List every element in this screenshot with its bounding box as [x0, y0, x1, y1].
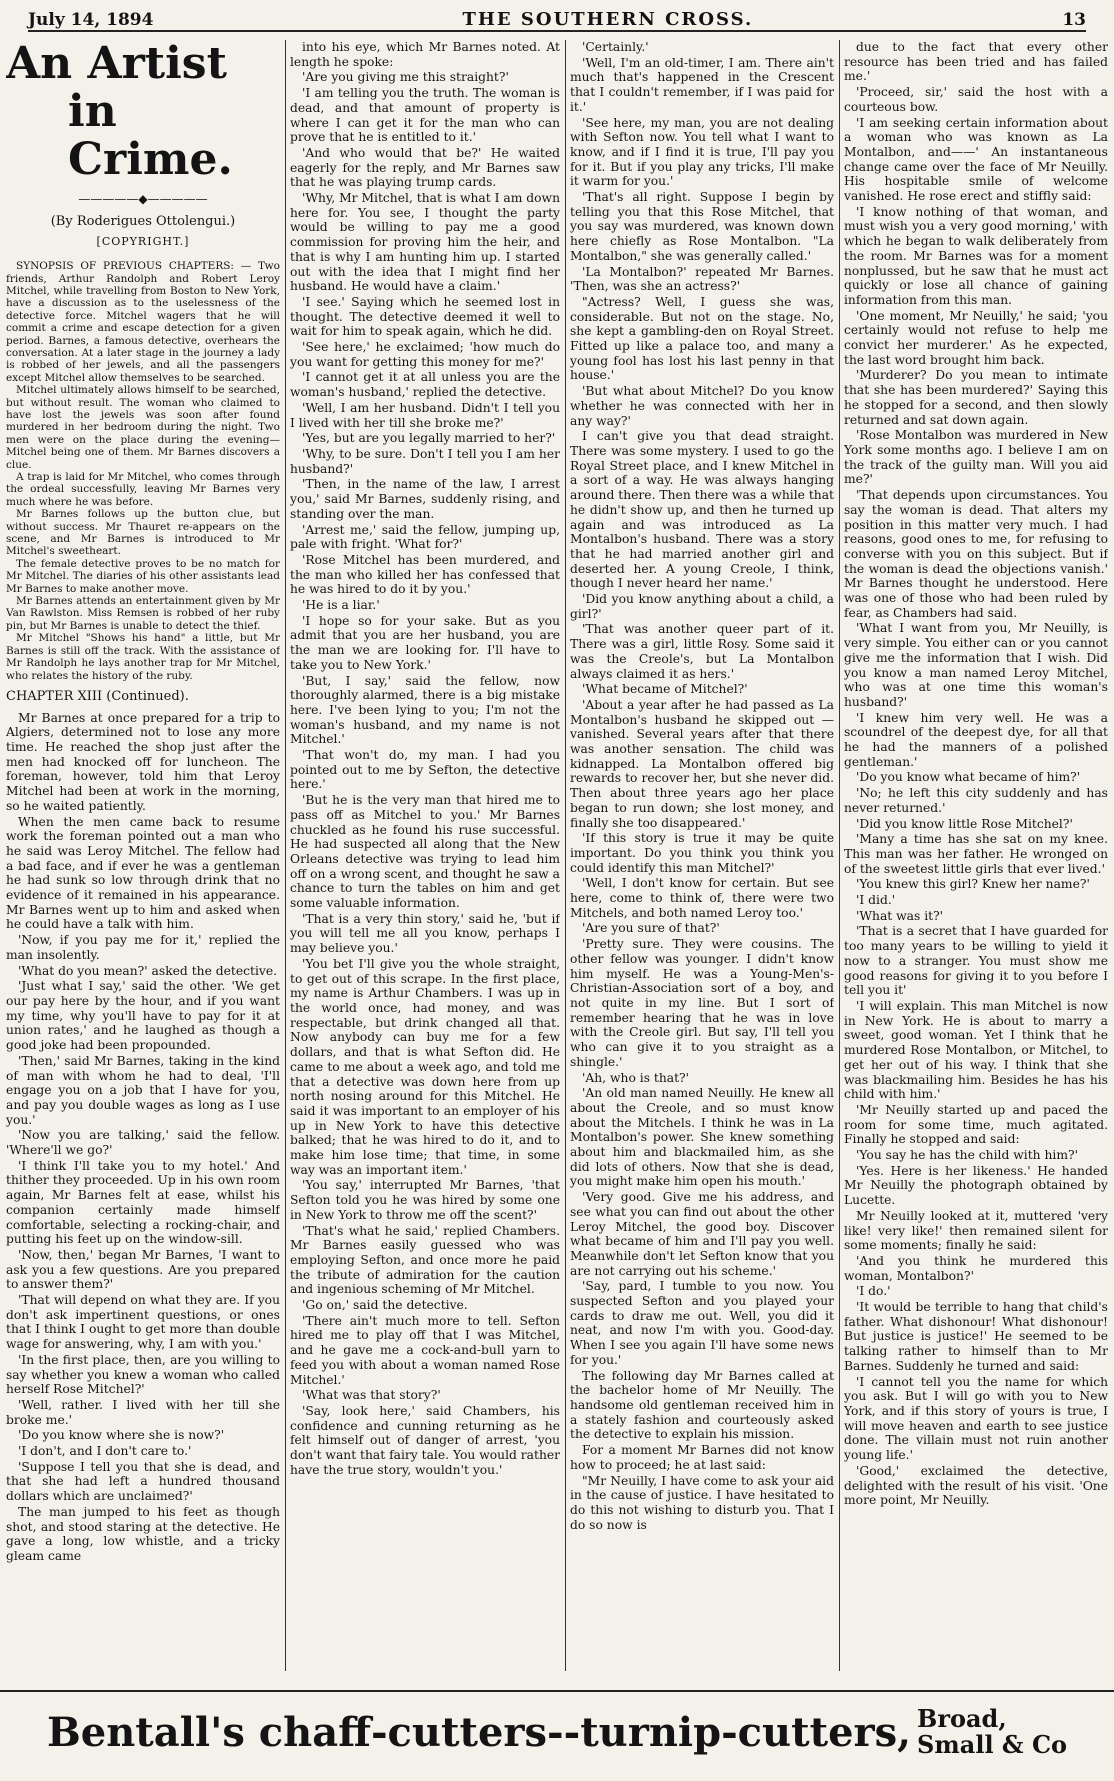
advertisement-banner: [0, 1690, 1114, 1772]
advertisement-main-text: Bentall's chaff-cutters--turnip-cutters,: [46, 1708, 912, 1756]
masthead: [28, 4, 1086, 32]
newspaper-name: THE SOUTHERN CROSS.: [462, 9, 754, 30]
paragraph: 'In the first place, then, are you willing to say whether you knew a woman who called herself Rose Mitchel?': [6, 1352, 280, 1397]
paragraph: 'One moment, Mr Neuilly,' he said; 'you certainly would not refuse to help me convict her murderer.' As he expected, the last word brought him back.: [844, 308, 1108, 367]
paragraph: 'Murderer? Do you mean to intimate that she has been murdered?' Saying this he stopped for a second, and then slowly returned and sat down again.: [844, 368, 1108, 427]
paragraph: 'That's all right. Suppose I begin by telling you that this Rose Mitchel, that you say was murdered, was known down here chiefly as Rose Montalbon. "La Montalbon," she was generally called.': [570, 190, 834, 263]
paragraph: 'But he is the very man that hired me to pass off as Mitchel to you.' Mr Barnes chuckled as he found his ruse successful. He had suspected all along that the New Orleans detective was trying to lead him off on a wrong scent, and thought he saw a chance to turn the tables on him and get some valuable information.: [290, 793, 560, 911]
paragraph: 'About a year after he had passed as La Montalbon's husband he skipped out — vanished. Several years after that there was another sensation. The child was kidnapped. La Montalbon offered big rewards to recover her, but she never did. Then about three years ago her place began to run down; she lost money, and finally she too disappeared.': [570, 697, 834, 830]
paragraph: 'Then,' said Mr Barnes, taking in the kind of man with whom he had to deal, 'I'll engage you on a job that I have for you, and pay you double wages as long as I use you.': [6, 1053, 280, 1127]
paragraph: 'I did.': [856, 893, 896, 908]
paragraph: 'That was another queer part of it. There was a girl, little Rosy. Some said it was the Creole's, but La Montalbon always claimed it as hers.': [570, 622, 834, 681]
paragraph: 'If this story is true it may be quite important. Do you think you think you could identify this man Mitchel?': [570, 831, 834, 875]
paragraph: 'But what about Mitchel? Do you know whether he was connected with her in any way?': [570, 384, 834, 428]
paragraph: 'Well, I am her husband. Didn't I tell you I lived with her till she broke me?': [290, 400, 560, 430]
paragraph: into his eye, which Mr Barnes noted. At length he spoke:: [290, 40, 560, 69]
paragraph: 'You knew this girl? Knew her name?': [856, 877, 1090, 892]
paragraph: When the men came back to resume work the foreman pointed out a man who he said was Leroy Mitchel. The fellow had a bad face, and if ever he was a gentleman he had sunk so low through drink that no evidence of it remained in his appearance. Mr Barnes went up to him and asked when he could have a talk with him.: [6, 814, 280, 932]
paragraph: 'Now, if you pay me for it,' replied the man insolently.: [6, 933, 280, 962]
copyright-notice: [COPYRIGHT.]: [96, 235, 190, 249]
paragraph: 'Do you know where she is now?': [18, 1428, 225, 1443]
paragraph: 'That will depend on what they are. If you don't ask impertinent questions, or ones that I think I ought to get more than double wage for answering, why, I am with you.': [6, 1293, 280, 1352]
column-rule: [285, 40, 286, 1671]
paragraph: due to the fact that every other resource has been tried and has failed me.': [844, 40, 1108, 84]
paragraph: 'Are you sure of that?': [582, 921, 720, 936]
paragraph: 'Arrest me,' said the fellow, jumping up, pale with fright. 'What for?': [290, 522, 560, 552]
paragraph: "Mr Neuilly, I have come to ask your aid in the cause of justice. I have hesitated to do this not wishing to disturb you. That I do so now is: [570, 1473, 834, 1532]
paragraph: 'Well, rather. I lived with her till she broke me.': [6, 1397, 280, 1427]
title-line-2: in Crime.: [68, 86, 233, 185]
paragraph: 'I knew him very well. He was a scoundrel of the deepest dye, for all that he had the manners of a polished gentleman.': [844, 710, 1108, 769]
paragraph: 'And you think he murdered this woman, Montalbon?': [844, 1253, 1108, 1283]
paragraph: 'Say, pard, I tumble to you now. You suspected Sefton and you played your cards to draw me out. Well, you did it neat, and now I'm with you. Good-day. When I see you again I'll have some news for you.': [570, 1279, 834, 1367]
synopsis: [6, 260, 280, 682]
paragraph: 'Go on,' said the detective.: [302, 1298, 468, 1313]
paragraph: 'Now you are talking,' said the fellow. 'Where'll we go?': [6, 1128, 280, 1158]
paragraph: 'Suppose I tell you that she is dead, and that she had left a hundred thousand dollars which are unclaimed?': [6, 1459, 280, 1504]
paragraph: 'That is a very thin story,' said he, 'but if you will tell me all you know, perhaps I may believe you.': [290, 911, 560, 956]
paragraph: 'Are you giving me this straight?': [302, 70, 509, 85]
paragraph: 'He is a liar.': [302, 598, 380, 613]
article-columns: [6, 40, 1110, 1671]
paragraph: 'I don't, and I don't care to.': [18, 1444, 192, 1459]
page-number: 13: [1062, 10, 1086, 30]
paragraph: 'Yes, but are you legally married to her?': [302, 431, 556, 446]
paragraph: 'Certainly.': [582, 40, 649, 54]
paragraph: 'Yes. Here is her likeness.' He handed Mr Neuilly the photograph obtained by Lucette.: [844, 1163, 1108, 1208]
paragraph: Mr Barnes at once prepared for a trip to Algiers, determined not to lose any more time. He reached the shop just after the men had knocked off for luncheon. The foreman, however, told him that Leroy Mitchel had been at work in the morning, so he waited patiently.: [6, 710, 280, 813]
column-2: [290, 40, 560, 1671]
paragraph: 'That is a secret that I have guarded for too many years to be willing to yield it now to a stranger. You must show me good reasons for giving it to you before I tell you it': [844, 924, 1108, 998]
paragraph: 'What do you mean?' asked the detective.: [18, 963, 278, 978]
column-3: [570, 40, 834, 1671]
paragraph: 'Good,' exclaimed the detective, delighted with the result of his visit. 'One more point, Mr Neuilly.: [844, 1463, 1108, 1508]
paragraph: Mr Mitchel "Shows his hand" a little, but Mr Barnes is still off the track. With the assistance of Mr Randolph he lays another trap for Mr Mitchel, who relates the history of the ruby.: [6, 632, 280, 682]
paragraph: 'Rose Montalbon was murdered in New York some months ago. I believe I am on the track of the guilty man. Will you aid me?': [844, 428, 1108, 487]
advertisement-side-line-1: Broad,: [917, 1704, 1007, 1733]
paragraph: 'You bet I'll give you the whole straight, to get out of this scrape. In the first place, my name is Arthur Chambers. I was up in the world once, had money, and was respectable, but drink changed all that. Now anybody can buy me for a few dollars, and that is what Sefton did. He came to me about a week ago, and told me that a detective was down here from up north nosing around for this Mitchel. He said it was important to an employer of his up in New York to have this detective balked; that he was hired to do it, and to make him lose time; that time, in some way was an important item.': [290, 956, 560, 1177]
paragraph: 'I am seeking certain information about a woman who was known as La Montalbon, and——' An instantaneous change came over the face of Mr Neuilly. His hospitable smile of welcome vanished. He rose erect and stiffly said:: [844, 115, 1108, 204]
paragraph: 'Why, Mr Mitchel, that is what I am down here for. You see, I thought the party would be willing to pay me a good commission for proving him the heir, and that is why I am hunting him up. I started out with the idea that I might find her husband. He would have a claim.': [290, 191, 560, 294]
byline: (By Roderigues Ottolengui.): [50, 213, 236, 229]
paragraph: 'Why, to be sure. Don't I tell you I am her husband?': [290, 446, 560, 476]
column-1: [6, 40, 280, 1671]
advertisement-side-line-2: Small & Co: [917, 1730, 1068, 1759]
paragraph: 'Proceed, sir,' said the host with a courteous bow.: [844, 85, 1108, 114]
paragraph: 'La Montalbon?' repeated Mr Barnes. 'Then, was she an actress?': [570, 264, 834, 294]
paragraph: 'I see.' Saying which he seemed lost in thought. The detective deemed it well to wait for him to speak again, which he did.: [290, 294, 560, 339]
paragraph: 'But, I say,' said the fellow, now thoroughly alarmed, there is a big mistake here. I've been lying to you; I'm not the woman's husband, and my name is not Mitchel.': [290, 673, 560, 747]
paragraph: 'I know nothing of that woman, and must wish you a very good morning,' with which he began to walk deliberately from the room. Mr Barnes was for a moment nonplussed, but he saw that he must act quickly or lose all chance of gaining information from this man.: [844, 204, 1108, 307]
paragraph: 'I will explain. This man Mitchel is now in New York. He is about to marry a sweet, good woman. Yet I think that he murdered Rose Montalbon, or Mitchel, to get her out of his way. I think that she was blackmailing him. Besides he has his child with him.': [844, 999, 1108, 1102]
column-1-text: [6, 711, 280, 1564]
paragraph: 'Did you know little Rose Mitchel?': [856, 816, 1073, 831]
paragraph: The female detective proves to be no match for Mr Mitchel. The diaries of his other assistants lead Mr Barnes to make another move.: [6, 557, 280, 595]
paragraph: Mitchel ultimately allows himself to be searched, but without result. The woman who claimed to have lost the jewels was soon after found murdered in her bedroom during the night. Two men were on the place during the evening—Mitchel being one of them. Mr Barnes discovers a clue.: [6, 384, 280, 471]
paragraph: 'I do.': [856, 1284, 891, 1299]
paragraph: A trap is laid for Mr Mitchel, who comes through the ordeal successfully, leaving Mr Barnes very much where he was before.: [6, 471, 280, 508]
paragraph: I can't give you that dead straight. There was some mystery. I used to go the Royal Street place, and I knew Mitchel in a sort of a way. He was always hanging around there. Then there was a while that he didn't show up, and then he turned up again and was introduced as La Montalbon's husband. There was a story that he had married another girl and deserted her. A young Creole, I think, though I never heard her name.': [570, 429, 834, 591]
title-line-1: An Artist: [6, 40, 227, 89]
article-title: [6, 40, 280, 184]
paragraph: 'I cannot tell you the name for which you ask. But I will go with you to New York, and if this story of yours is true, I will move heaven and earth to see justice done. The villain must not ruin another young life.': [844, 1374, 1108, 1463]
paragraph: 'That's what he said,' replied Chambers. Mr Barnes easily guessed who was employing Sefton, and once more he paid the tribute of admiration for the caution and ingenious scheming of Mr Mitchel.: [290, 1223, 560, 1297]
column-rule: [839, 40, 840, 1671]
paragraph: 'You say he has the child with him?': [856, 1148, 1078, 1163]
paragraph: 'There ain't much more to tell. Sefton hired me to play off that I was Mitchel, and he gave me a cock-and-bull yarn to feed you with about a woman named Rose Mitchel.': [290, 1313, 560, 1387]
paragraph: 'See here,' he exclaimed; 'how much do you want for getting this money for me?': [290, 340, 560, 369]
advertisement-side-text: [917, 1706, 1067, 1758]
paragraph: 'Mr Neuilly started up and paced the room for some time, much agitated. Finally he stopped and said:: [844, 1102, 1108, 1147]
paragraph: 'Rose Mitchel has been murdered, and the man who killed her has confessed that he was hired to do it by you.': [290, 552, 560, 597]
paragraph: 'I hope so for your sake. But as you admit that you are her husband, you are the man we are looking for. I'll have to take you to New York.': [290, 613, 560, 672]
paragraph: 'Ah, who is that?': [582, 1070, 690, 1085]
paragraph: 'Well, I don't know for certain. But see here, come to think of, there were two Mitchels, and both named Leroy too.': [570, 876, 834, 920]
paragraph: "Actress? Well, I guess she was, considerable. But not on the stage. No, she kept a gambling-den on Royal Street. Fitted up like a palace too, and many a young fool has lost his last penny in that house.': [570, 294, 834, 383]
paragraph: 'It would be terrible to hang that child's father. What dishonour! What dishonour! But justice is justice!' He seemed to be talking rather to himself than to Mr Barnes. Suddenly he turned and said:: [844, 1300, 1108, 1373]
ornament-divider: —————◆—————: [78, 192, 208, 206]
paragraph: 'I cannot get it at all unless you are the woman's husband,' replied the detective.: [290, 370, 560, 400]
paragraph: The man jumped to his feet as though shot, and stood staring at the detective. He gave a long, low whistle, and a tricky gleam came: [6, 1504, 280, 1563]
paragraph: 'Pretty sure. They were cousins. The other fellow was younger. I didn't know him myself. He was a Young-Men's-Christian-Association sort of a boy, and not quite in my line. But I sort of remember hearing that he was in love with the Creole girl. But say, I'll tell you who can give it to you straight as a shingle.': [570, 937, 834, 1069]
paragraph: 'Just what I say,' said the other. 'We get our pay here by the hour, and if you want my time, why you'll have to pay for it at union rates,' and he laughed as though a good joke had been propounded.: [6, 979, 280, 1053]
chapter-heading: CHAPTER XIII (Continued).: [6, 688, 189, 704]
paragraph: 'Many a time has she sat on my knee. This man was her father. He wronged on of the sweetest little girls that ever lived.': [844, 832, 1108, 876]
paragraph: SYNOPSIS OF PREVIOUS CHAPTERS: — Two friends, Arthur Randolph and Robert Leroy Mitchel, while travelling from Boston to New York, have a discussion as to the uselessness of the detective force. Mitchel wagers that he will commit a crime and escape detection for a given period. Barnes, a famous detective, overhears the conversation. At a later stage in the journey a lady is robbed of her jewels, and all the passengers except Mitchel allow themselves to be searched.: [6, 260, 280, 384]
paragraph: 'Very good. Give me his address, and see what you can find out about the other Leroy Mitchel, the good boy. Discover what became of him and I'll pay you well. Meanwhile don't let Sefton know that you are not carrying out his scheme.': [570, 1190, 834, 1278]
paragraph: 'Now, then,' began Mr Barnes, 'I want to ask you a few questions. Are you prepared to answer them?': [6, 1247, 280, 1292]
paragraph: 'What became of Mitchel?': [582, 682, 748, 697]
paragraph: 'What was it?': [856, 908, 944, 923]
paragraph: 'That depends upon circumstances. You say the woman is dead. That alters my position in this matter very much. I had reasons, good ones to me, for refusing to converse with you on this subject. But if the woman is dead the objections vanish.' Mr Barnes thought he understood. Here was one of those who had been ruled by fear, as Chambers had said.: [844, 488, 1108, 620]
paragraph: Mr Barnes follows up the button clue, but without success. Mr Thauret re-appears on the scene, and Mr Barnes is introduced to Mr Mitchel's sweetheart.: [6, 508, 280, 558]
paragraph: 'I think I'll take you to my hotel.' And thither they proceeded. Up in his own room again, Mr Barnes felt at ease, whilst his companion certainly made himself comfortable, selecting a rocking-chair, and putting his feet up on the window-sill.: [6, 1158, 280, 1247]
paragraph: 'And who would that be?' He waited eagerly for the reply, and Mr Barnes saw that he was playing trump cards.: [290, 145, 560, 190]
paragraph: 'See here, my man, you are not dealing with Sefton now. You tell what I want to know, and if I find it is true, I'll pay you for it. But if you play any tricks, I'll make it warm for you.': [570, 115, 834, 189]
paragraph: 'What was that story?': [302, 1388, 441, 1403]
paragraph: 'Well, I'm an old-timer, I am. There ain't much that's happened in the Crescent that I couldn't remember, if I was paid for it.': [570, 55, 834, 114]
column-4: [844, 40, 1108, 1671]
paragraph: Mr Barnes attends an entertainment given by Mr Van Rawlston. Miss Remsen is robbed of her ruby pin, but Mr Barnes is unable to detect the thief.: [6, 595, 280, 632]
paragraph: 'I am telling you the truth. The woman is dead, and that amount of property is where I can get it for the man who can prove that he is entitled to it.': [290, 86, 560, 145]
paragraph: 'Say, look here,' said Chambers, his confidence and cunning returning as he felt himself out of danger of arrest, 'you don't want that fairy tale. You would rather have the true story, wouldn't you.': [290, 1403, 560, 1477]
paragraph: The following day Mr Barnes called at the bachelor home of Mr Neuilly. The handsome old gentleman received him in a stately fashion and courteously asked the detective to explain his mission.: [570, 1368, 834, 1442]
paragraph: 'What I want from you, Mr Neuilly, is very simple. You either can or you cannot give me the information that I wish. Did you know a man named Leroy Mitchel, who was at one time this woman's husband?': [844, 621, 1108, 709]
paragraph: 'Did you know anything about a child, a girl?': [570, 592, 834, 621]
paragraph: 'No; he left this city suddenly and has never returned.': [844, 786, 1108, 815]
paragraph: 'Then, in the name of the law, I arrest you,' said Mr Barnes, suddenly rising, and standing over the man.: [290, 477, 560, 521]
column-rule: [565, 40, 566, 1671]
paragraph: 'An old man named Neuilly. He knew all about the Creole, and so must know about the Mitchels. I think he was in La Montalbon's power. She knew something about him and blackmailed him, as she did lots of others. Now that she is dead, you might make him open his mouth.': [570, 1086, 834, 1189]
paragraph: Mr Neuilly looked at it, muttered 'very like! very like!' then remained silent for some moments; finally he said:: [844, 1208, 1108, 1253]
paragraph: 'Do you know what became of him?': [856, 770, 1081, 785]
paragraph: 'That won't do, my man. I had you pointed out to me by Sefton, the detective here.': [290, 748, 560, 792]
paragraph: 'You say,' interrupted Mr Barnes, 'that Sefton told you he was hired by some one in New York to throw me off the scent?': [290, 1178, 560, 1222]
issue-date: July 14, 1894: [28, 10, 154, 30]
paragraph: For a moment Mr Barnes did not know how to proceed; he at last said:: [570, 1443, 834, 1472]
